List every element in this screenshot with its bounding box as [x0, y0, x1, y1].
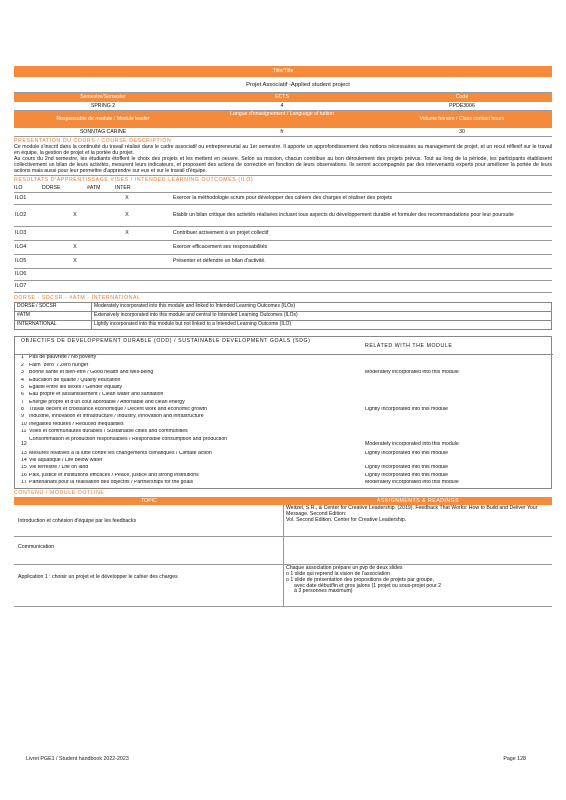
outline-row-intro: [14, 505, 552, 537]
sdg-row: [15, 473, 553, 480]
sdg-goal: Vie terrestre / Life on land: [29, 465, 89, 471]
responsable-labels-row: [14, 111, 552, 128]
outline-readings: [284, 505, 552, 536]
legend-row: [15, 303, 552, 312]
sdg-number: 12: [21, 440, 27, 447]
ilo-dorse: [44, 281, 106, 293]
sdg-relation: [365, 378, 551, 385]
sdg-row: [15, 480, 553, 487]
sdg-number: 1: [21, 355, 24, 361]
langue-value: fr: [280, 129, 284, 135]
outline-row-communication: [14, 537, 552, 565]
title-label: Title/Title: [272, 68, 294, 74]
sdg-row: [15, 385, 553, 392]
ilo-inter: [148, 241, 172, 255]
sdg-relation: [365, 363, 551, 370]
ilo-dorse: X: [44, 205, 106, 227]
sdg-row: [15, 465, 553, 472]
ects-value: 4: [280, 103, 284, 109]
sdg-relation: Moderately incorporated into this module: [365, 370, 459, 376]
ilo-atm: X: [106, 205, 148, 227]
content-header-row: [14, 497, 552, 505]
ilo-text: [172, 269, 552, 281]
sdg-rows: [15, 355, 551, 487]
ilo-text: Exercer efficacement ses responsabilités: [172, 241, 552, 255]
sdg-number: 14: [21, 458, 27, 464]
sdg-row: [15, 429, 553, 436]
ilo-row: [14, 241, 552, 255]
sdg-number: 8: [21, 407, 24, 413]
ilo-inter: [148, 193, 172, 205]
sdg-relation: [365, 429, 551, 436]
sdg-goal: Faim "zéro" / Zero hunger: [29, 362, 89, 368]
sdg-row: [15, 422, 553, 429]
legend-key: DORSE / SDCSR: [15, 303, 92, 312]
sdg-row: [15, 407, 553, 414]
legend-text: Extensively incorporated into this module and central to Intended Learning Outcomes (ILOs): [92, 312, 552, 321]
ilo-atm: [106, 269, 148, 281]
reading-line: o 1 slide qui reprend la vision de l'association: [286, 570, 390, 577]
sdg-row: [15, 458, 553, 465]
legend-key: INTERNATIONAL: [15, 321, 92, 330]
ilo-dorse: [44, 193, 106, 205]
page-number: Page 128: [503, 756, 526, 762]
ilo-inter: [148, 255, 172, 269]
responsable-values-row: [14, 128, 552, 137]
ilo-id: ILO4: [14, 241, 44, 255]
sdg-number: 3: [21, 370, 24, 376]
footer-left: Livret PGE1 / Student handbook 2022-2023: [26, 756, 129, 762]
sdg-relation: Moderately incorporated into this module: [365, 440, 459, 447]
presentation-paragraph-1: Ce module s'inscrit dans la continuité du travail réalisé dans le cadre associatif ou entrepreneurial au 1er semestre. Il apporte un approfondissement des notions nécessaires au management de projet, et un recul réflexif sur le travail en équipe, la gestion de projet et la portée du projet.: [14, 144, 552, 156]
sdg-goal: Bonne santé et bien-être / Good health and well-being: [29, 370, 154, 376]
sdg-header-left: OBJECTIFS DE DEVELOPPEMENT DURABLE (ODD) / SUSTAINABLE DEVELOPMENT GOALS (SDG): [21, 338, 311, 345]
ilo-row: [14, 269, 552, 281]
langue-label: Langue d'enseignement / Language of tuition: [230, 111, 334, 117]
sdg-relation: [365, 355, 551, 362]
ilo-id: ILO3: [14, 227, 44, 241]
sdg-number: 5: [21, 384, 24, 390]
sdg-goal: Travail décent et croissance économique / Decent work and economic growth: [29, 407, 208, 413]
legend-table: [14, 302, 552, 330]
ilo-dorse: [44, 269, 106, 281]
sdg-row: [15, 370, 553, 377]
ilo-dorse: X: [44, 241, 106, 255]
presentation-paragraph-2: Au cours du 2nd semestre, les étudiants étoffent le choix des projets et les mettent en oeuvre. Selon sa mission, chacun contribue au bon déroulement des projets prévus. Tout au long de la période, les participants établissent collectivement un bilan de leurs activités, mesurent leurs indicateurs, et proposent des actions de correction en fonction de leurs observations. Ils seront accompagnés par des intervenants experts pour améliorer la portée de leurs actions mais aussi pour leur permettre d'apprendre sur eux et sur le travail d'équipe.: [14, 155, 552, 174]
responsable-value: SONNTAG CARINE: [79, 129, 127, 135]
sdg-relation: [365, 414, 551, 421]
sdg-number: 9: [21, 414, 24, 420]
page-footer: [26, 756, 526, 762]
code-value: PPDE3006: [449, 103, 475, 109]
sdg-goal: Eau propre et assainissement / Clean water and sanitation: [29, 392, 164, 398]
ilo-text: [172, 281, 552, 293]
ilo-col-header: ILO: [14, 184, 23, 191]
title-value-row: [14, 77, 552, 93]
sdg-goal: Pas de pauvreté / No poverty: [29, 355, 97, 361]
sdg-row: [15, 451, 553, 458]
reading-line: Chaque association prépare un pvp de deux slides: [286, 564, 403, 571]
sdg-relation: Lightly incorporated into this module: [365, 472, 449, 478]
sdg-number: 16: [21, 472, 27, 478]
reading-line: Weitzel, S.R., & Center for Creative Leadership. (2019). Feedback That Works: How to Build and Deliver Your Message. Second Edition:: [286, 504, 538, 517]
sdg-goal: Energie propre et d'un coût abordable / Affordable and clean energy: [29, 399, 185, 405]
module-sheet: [14, 66, 552, 607]
sdg-number: 6: [21, 392, 24, 398]
title-value: Projet Associatif -Applied student project: [246, 82, 350, 88]
sdg-number: 15: [21, 465, 27, 471]
ilo-row: [14, 205, 552, 227]
outcomes-heading: RESULTATS D'APPRENTISSAGE VISES / INTENDED LEARNING OUTCOMES (ILO): [14, 176, 254, 183]
sdg-goal: Vie aquatique / Life below water: [29, 458, 103, 464]
volume-label: Volume horaire / Class contact hours: [419, 116, 505, 122]
topic-header: TOPIC: [141, 497, 157, 504]
sdg-table: [14, 336, 552, 488]
ilo-row: [14, 281, 552, 293]
ilo-text: Exercer la méthodologie scrum pour développer des cahiers des charges et réaliser des projets: [172, 193, 552, 205]
sdg-number: 10: [21, 421, 27, 427]
ilo-inter: [148, 205, 172, 227]
sdg-relation: [365, 400, 551, 407]
ilo-inter: [148, 269, 172, 281]
ilo-atm: [106, 255, 148, 269]
sdg-number: 2: [21, 362, 24, 368]
sdg-number: 4: [21, 377, 24, 383]
sdg-row: [15, 400, 553, 407]
ilo-row: [14, 227, 552, 241]
sdg-relation: Lightly incorporated into this module: [365, 407, 449, 413]
content-heading: CONTENU / MODULE OUTLINE: [14, 489, 105, 496]
ilo-text: Contribuer activement à un projet collectif: [172, 227, 552, 241]
ilo-inter: [148, 227, 172, 241]
outline-topic: Introduction et cohésion d'équipe par les feedbacks: [14, 505, 284, 536]
sdg-number: 13: [21, 450, 27, 456]
sdg-relation: [365, 385, 551, 392]
legend-heading: DORSE - SDCSR - #ATM - INTERNATIONAL: [14, 295, 141, 302]
ilo-dorse: [44, 227, 106, 241]
volume-value: 30: [459, 129, 465, 135]
presentation-heading: PRESENTATION DU COURS / COURSE DESCRIPTION: [14, 138, 172, 144]
sdg-goal: Partenariats pour la réalisation des objectifs / Partnerships for the goals: [29, 480, 194, 486]
reading-line: avec date début/fin et gros jalons (1 projet ou sous-projet pour 2: [294, 582, 442, 589]
legend-text: Moderately incorporated into this module and linked to Intended Learning Outcomes (ILOs): [92, 303, 552, 312]
sdg-row: [15, 392, 553, 399]
assignments-header: ASSIGNMENTS & READINGS: [376, 497, 460, 504]
sdg-goal: Inégalités réduites / Reduced inequalities: [29, 421, 124, 427]
ilo-id: ILO1: [14, 193, 44, 205]
legend-key: #ATM: [15, 312, 92, 321]
ilo-text: Présenter et défendre un bilan d'activité.: [172, 255, 552, 269]
ilo-dorse: X: [44, 255, 106, 269]
sdg-goal: Industrie, innovation et infrastructure / Industry, innovation and infrastructure: [29, 414, 204, 420]
semester-values-row: [14, 102, 552, 111]
ilo-id: ILO5: [14, 255, 44, 269]
sdg-row: [15, 378, 553, 385]
reading-line: o 1 slide de présentation des propositions de projets par groupe,: [286, 576, 434, 583]
ilo-inter: [148, 281, 172, 293]
sdg-row: [15, 355, 553, 362]
inter-col-header: INTER: [115, 184, 131, 191]
legend-text: Lightly incorporated into this module but not linked to a Intended Learning Outcome (ILO): [92, 321, 552, 330]
ilo-id: ILO6: [14, 269, 44, 281]
ilo-atm: [106, 241, 148, 255]
sdg-header-right: RELATED WITH THE MODULE: [365, 343, 453, 350]
code-label: Code: [455, 94, 469, 100]
sdg-goal: Egalité entre les sexes / Gender equality: [29, 384, 123, 390]
ilo-atm: X: [106, 193, 148, 205]
sdg-relation: [365, 422, 551, 429]
reading-line: Vol. Second Edition. Center for Creative Leadership.: [286, 516, 407, 523]
outcomes-header-row: [14, 184, 552, 193]
responsable-label: Responsable de module / Module leader: [56, 116, 150, 122]
outline-topic: Application 1 : choisir un projet et le développer le cahier des charges: [14, 565, 284, 606]
outline-readings: [284, 565, 552, 606]
legend-row: [15, 321, 552, 330]
atm-col-header: #ATM: [87, 184, 101, 191]
outline-row-application: [14, 565, 552, 607]
sdg-row: [15, 437, 553, 451]
sdg-goal: Education de qualité / Quality education: [29, 377, 121, 383]
sdg-goal: Paix, justice et institutions efficaces / Peace, justice and strong institutions: [29, 472, 199, 478]
title-label-row: [14, 66, 552, 77]
ilo-id: ILO7: [14, 281, 44, 293]
sdg-goal: Consommation et production responsables / Responsible consumption and production: [29, 436, 228, 442]
sdg-relation: [365, 392, 551, 399]
semester-value: SPRING 2: [90, 103, 116, 109]
ilo-atm: [106, 281, 148, 293]
outcomes-table: [14, 193, 552, 294]
sdg-relation: [365, 458, 551, 465]
sdg-relation: Lightly incorporated into this module: [365, 450, 449, 456]
sdg-number: 11: [21, 429, 27, 435]
dorse-col-header: DORSE: [42, 184, 61, 191]
sdg-goal: Mesures relatives à la lutte contre les changements climatiques / Climate action: [29, 450, 212, 456]
sdg-row: [15, 414, 553, 421]
sdg-header-row: [15, 337, 553, 355]
sdg-number: 7: [21, 399, 24, 405]
reading-line: à 3 personnes maximum): [294, 588, 353, 595]
ilo-id: ILO2: [14, 205, 44, 227]
semester-labels-row: [14, 93, 552, 102]
ilo-row: [14, 255, 552, 269]
sdg-row: [15, 363, 553, 370]
sdg-number: 17: [21, 480, 27, 486]
legend-row: [15, 312, 552, 321]
sdg-relation: Moderately incorporated into this module: [365, 480, 459, 486]
outline-topic: Communication: [14, 537, 284, 564]
sdg-goal: Villes et communautés durables / Sustainable cities and communities: [29, 429, 188, 435]
ects-label: ECTS: [275, 94, 289, 100]
ilo-atm: X: [106, 227, 148, 241]
semester-label: Semestre/Semester: [80, 94, 126, 100]
ilo-row: [14, 193, 552, 205]
ilo-text: Etablir un bilan critique des activités réalisées incluant tous aspects du développement durable et formuler des recommandations pour leur poursuite: [172, 205, 552, 227]
sdg-relation: Lightly incorporated into this module: [365, 465, 449, 471]
